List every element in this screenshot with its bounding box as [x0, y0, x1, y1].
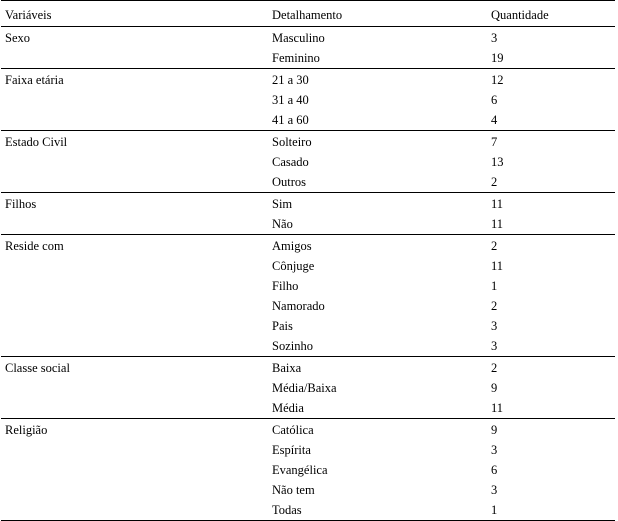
quantity-cell: 7: [491, 135, 498, 149]
detail-cell: Masculino: [272, 31, 325, 45]
variable-cell: [1, 398, 268, 419]
table-row: [1, 460, 615, 480]
variable-cell: [1, 110, 268, 131]
quantity-cell: 11: [487, 398, 615, 419]
detail-cell: 41 a 60: [268, 110, 487, 131]
detail-cell: Sim: [272, 197, 293, 211]
table-header: [1, 1, 615, 27]
variable-cell: Classe social: [5, 361, 70, 375]
detail-cell: Não: [268, 214, 487, 235]
quantity-cell: 12: [491, 73, 504, 87]
quantity-cell: 3: [487, 336, 615, 357]
variable-cell: [1, 90, 268, 110]
variable-group: [1, 69, 615, 131]
table-row: [1, 90, 615, 110]
variable-cell: Reside com: [5, 239, 64, 253]
variable-group: [1, 357, 615, 419]
table-row: [1, 316, 615, 336]
table-row: [1, 110, 615, 131]
table-row: [1, 131, 615, 153]
variable-cell: [1, 152, 268, 172]
variable-cell: [1, 500, 268, 521]
sociodemographic-table: [1, 0, 615, 521]
variable-cell: [1, 48, 268, 69]
table-row: [1, 214, 615, 235]
quantity-cell: 3: [491, 483, 498, 497]
header-variables: Variáveis: [1, 1, 268, 27]
table-row: [1, 398, 615, 419]
detail-cell: Evangélica: [272, 463, 328, 477]
detail-cell: Média/Baixa: [272, 381, 337, 395]
table-row: [1, 235, 615, 257]
quantity-cell: 3: [491, 443, 498, 457]
header-detail: Detalhamento: [268, 1, 487, 27]
variable-cell: Religião: [5, 423, 48, 437]
table-row: [1, 276, 615, 296]
quantity-cell: 6: [491, 93, 498, 107]
variable-group: [1, 131, 615, 193]
detail-cell: Espírita: [272, 443, 311, 457]
variable-cell: [1, 214, 268, 235]
table-row: [1, 152, 615, 172]
table-row: [1, 296, 615, 316]
table-row: [1, 193, 615, 215]
detail-cell: Filho: [272, 279, 299, 293]
quantity-cell: 11: [487, 214, 615, 235]
table-row: [1, 48, 615, 69]
table-row: [1, 27, 615, 49]
detail-cell: 21 a 30: [272, 73, 309, 87]
quantity-cell: 2: [491, 361, 498, 375]
detail-cell: Cônjuge: [272, 259, 315, 273]
quantity-cell: 11: [491, 197, 504, 211]
variable-cell: Filhos: [5, 197, 37, 211]
quantity-cell: 2: [487, 172, 615, 193]
variable-cell: [1, 316, 268, 336]
table-row: [1, 419, 615, 441]
detail-cell: Outros: [268, 172, 487, 193]
variable-cell: [1, 276, 268, 296]
variable-cell: Sexo: [5, 31, 30, 45]
table-row: [1, 172, 615, 193]
variable-cell: [1, 336, 268, 357]
table-row: [1, 357, 615, 379]
table-row: [1, 336, 615, 357]
variable-cell: [1, 460, 268, 480]
quantity-cell: 2: [491, 299, 498, 313]
detail-cell: Sozinho: [268, 336, 487, 357]
detail-cell: Amigos: [272, 239, 312, 253]
detail-cell: Casado: [272, 155, 309, 169]
quantity-cell: 1: [487, 500, 615, 521]
variable-cell: [1, 296, 268, 316]
variable-cell: [1, 480, 268, 500]
detail-cell: Feminino: [268, 48, 487, 69]
variable-cell: [1, 440, 268, 460]
variable-cell: Faixa etária: [5, 73, 64, 87]
variable-cell: [1, 172, 268, 193]
quantity-cell: 1: [491, 279, 498, 293]
variable-group: [1, 27, 615, 69]
header-row: [1, 1, 615, 27]
table-row: [1, 480, 615, 500]
header-quantity: Quantidade: [487, 1, 615, 27]
detail-cell: 31 a 40: [272, 93, 309, 107]
detail-cell: Solteiro: [272, 135, 312, 149]
quantity-cell: 13: [491, 155, 504, 169]
variable-cell: [1, 378, 268, 398]
table-row: [1, 378, 615, 398]
variable-group: [1, 419, 615, 521]
quantity-cell: 19: [487, 48, 615, 69]
quantity-cell: 2: [491, 239, 498, 253]
variable-group: [1, 193, 615, 235]
quantity-cell: 9: [491, 381, 498, 395]
detail-cell: Média: [268, 398, 487, 419]
quantity-cell: 3: [491, 31, 498, 45]
table-row: [1, 500, 615, 521]
quantity-cell: 3: [491, 319, 498, 333]
table-row: [1, 69, 615, 91]
detail-cell: Todas: [268, 500, 487, 521]
detail-cell: Não tem: [272, 483, 315, 497]
quantity-cell: 9: [491, 423, 498, 437]
detail-cell: Pais: [272, 319, 293, 333]
quantity-cell: 6: [491, 463, 498, 477]
detail-cell: Namorado: [272, 299, 325, 313]
detail-cell: Católica: [272, 423, 314, 437]
table-row: [1, 256, 615, 276]
table-row: [1, 440, 615, 460]
variable-group: [1, 235, 615, 357]
detail-cell: Baixa: [272, 361, 302, 375]
variable-cell: Estado Civil: [5, 135, 68, 149]
variable-cell: [1, 256, 268, 276]
quantity-cell: 11: [491, 259, 504, 273]
quantity-cell: 4: [487, 110, 615, 131]
